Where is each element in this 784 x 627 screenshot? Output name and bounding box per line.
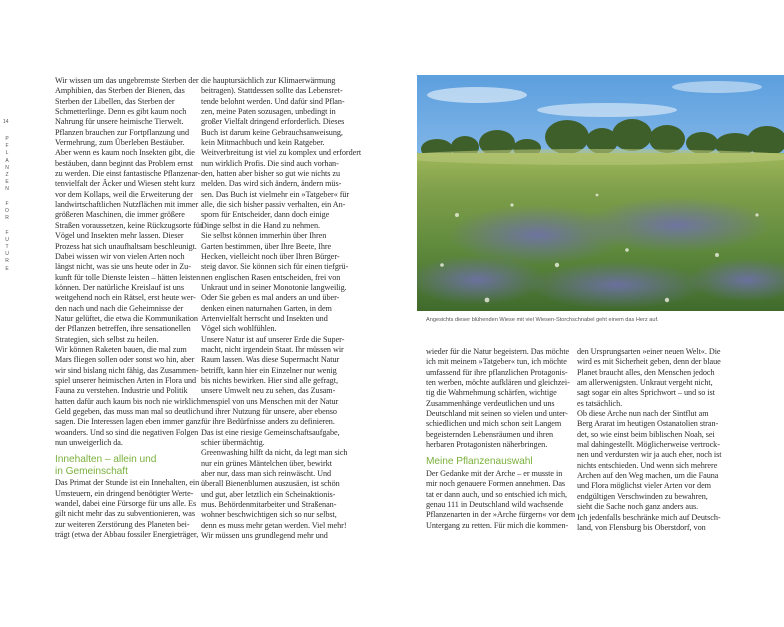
text-line: wird es mit Sicherheit geben, denn der blaue (577, 357, 721, 367)
text-line: kunft für tolle Dienste leisten – hätten leisten (55, 272, 201, 282)
text-line: Ob diese Arche nun nach der Sintflut am (577, 409, 709, 419)
text-line: Oder Sie geben es mal anders an und über- (201, 293, 340, 303)
text-line: Geld gegeben, das muss man mal so deutlich (55, 407, 201, 416)
text-line: umfassend für ihre pflanzlichen Protagonis- (426, 367, 568, 377)
text-line: Planet braucht alles, den Menschen jedoch (577, 367, 715, 377)
text-line: alle, die sich bisher passiv verhalten, ein An- (201, 200, 346, 210)
text-line: Wir wissen um das ungebremste Sterben der (55, 76, 199, 85)
running-title-letter: R (5, 258, 9, 265)
text-line: tende belohnt werden. Und dafür sind Pflan- (201, 96, 345, 106)
text-line: den Ursprungsarten »einer neuen Welt«. Die (577, 347, 721, 356)
text-line: Pflanzen brauchen zur Fortpflanzung und (55, 127, 190, 137)
text-line: Hecken, vielleicht noch über Ihren Bürger- (201, 251, 340, 261)
text-line: Das Primat der Stunde ist ein Innehalten, ein (55, 478, 200, 488)
section-heading-line: Meine Pflanzenauswahl (426, 456, 533, 468)
text-line: für ihre Bedürfnisse anders zu definieren. (201, 417, 335, 427)
text-column-2 (201, 76, 362, 541)
text-line: Vögel sich wohlfühlen. (201, 324, 277, 334)
running-title-letter: F (5, 200, 9, 207)
text-line: großer Vielfalt dringend erforderlich. Dieses (201, 117, 345, 127)
running-title-letter: A (5, 157, 9, 164)
text-line: Artenvielfalt herrscht und Insekten und (201, 313, 328, 323)
text-line: denken einen naturnahen Garten, in dem (201, 303, 332, 313)
running-title-letter: E (5, 179, 9, 186)
running-title-letter (4, 222, 10, 229)
running-title-letter: E (5, 265, 9, 272)
text-line: Straßen voraussetzen, keine Rückzugsorte für (55, 220, 203, 230)
text-line: Sie selbst können immerhin über Ihren (201, 231, 327, 241)
text-line: unsere Umwelt neu zu sehen, das Zusam- (201, 386, 336, 396)
text-line: Vermehrung, zum Überleben Bestäuber. (55, 138, 185, 148)
section-heading (426, 456, 564, 468)
text-line: Berg Ararat im heutigen Ostanatolien stran- (577, 419, 719, 429)
text-line: Pflanzenarten in der »Arche fürgern« vor dem (426, 510, 576, 520)
text-line: macht, nicht irgendein Staat. Ihr müssen wir (201, 344, 344, 354)
text-line: Deutschland mit seinen so vielen und unter- (426, 409, 568, 419)
text-line: Ich jedenfalls beschränke mich auf Deutsch- (577, 512, 721, 522)
text-line: kein Mitmachbuch und kein Ratgeber. (201, 138, 325, 148)
text-line: und Flora möglichst vieler Arten vor dem (577, 481, 711, 491)
text-line: vor dem Kollaps, weil die Erweiterung der (55, 189, 193, 199)
running-title-letter: N (5, 186, 9, 193)
text-line: sen. Das Buch ist vielmehr ein »Tatgeber« für (201, 189, 350, 199)
text-line: und gut, aber letztlich ein Scheinaktionis- (201, 489, 336, 499)
page-number: 14 (3, 119, 9, 125)
text-line: überall Bienenblumen auszusäen, ist schön (201, 479, 340, 489)
text-line: Amphibien, das Sterben der Bienen, das (55, 86, 185, 96)
text-line: sagt sogar ein altes Sprichwort – und so ist (577, 388, 715, 398)
text-line: spiel unserer heimischen Arten in Flora und (55, 375, 197, 385)
text-line: Mars fliegen sollen oder sonst wo hin, aber (55, 355, 195, 365)
running-title-vertical (4, 136, 10, 273)
text-line: den, hatten aber bisher so gut wie nichts zu (201, 169, 340, 179)
text-line: zur weiteren Zerstörung des Planeten bei- (55, 519, 190, 529)
text-line: Buch ist darum keine Gebrauchsanweisung, (201, 127, 343, 137)
text-line: Garten bestimmen, über Ihre Beete, Ihre (201, 241, 332, 251)
text-line: längst nicht, was sie uns heute oder in Zu- (55, 262, 191, 272)
text-line: woanders. Und so sind die negativen Folgen (55, 427, 199, 437)
text-line: aber nur, dass man sich reinwäscht. Und (201, 469, 332, 479)
text-line: zu werden. Die einst fantastische Pflanzenar- (55, 169, 201, 179)
running-title-letter: F (5, 229, 9, 236)
text-line: mus. Behördenmitarbeiter und Straßenan- (201, 500, 337, 510)
text-line: und ihrer Nutzung für unsere, aber ebenso (201, 407, 337, 416)
text-line: Weitverbreitung ist viel zu komplex und erfordert (201, 148, 362, 158)
text-line: Zusammenhänge verdeutlichen und uns (426, 398, 555, 408)
text-line: tat er dann auch, und so entschied ich mich, (426, 489, 568, 499)
text-column-4 (577, 347, 722, 533)
text-line: schiedlichen und mich schon seit Langem (426, 419, 562, 429)
text-line: wieder für die Natur begeistern. Das möchte (426, 347, 570, 356)
running-title-letter: U (5, 236, 9, 243)
text-line: begeisternden Lebensräumen und ihren (426, 429, 554, 439)
text-line: am allerwenigsten. Unkraut vergeht nicht, (577, 378, 713, 388)
text-line: Das ist eine riesige Gemeinschaftsaufgabe, (201, 427, 340, 437)
text-line: es tatsächlich. (577, 398, 623, 408)
text-line: bestäuben, dann beginnt das Problem ernst (55, 158, 194, 168)
running-title-letter: O (5, 208, 9, 215)
text-line: genau 111 in Deutschland wild wachsende (426, 499, 564, 509)
text-line: den nach und nach die Geheimnisse der (55, 303, 184, 313)
running-title-letter: U (5, 251, 9, 258)
text-line: Nahrung für unsere heimische Tierwelt. (55, 117, 184, 127)
text-line: Aber wenn es kaum noch Insekten gibt, die (55, 148, 195, 158)
text-line: sporn für Entscheider, dann doch einige (201, 210, 330, 220)
text-line: betrifft, kann hier ein Einzelner nur wenig (201, 365, 337, 375)
text-line: steig davor. Sie können sich für einen tiefgrü- (201, 262, 349, 272)
text-line: hatten dafür auch kaum bis noch nie wirklich (55, 396, 201, 406)
text-line: land, von Flensburg bis Oberstdorf, von (577, 522, 706, 532)
text-line: Prozess hat sich unaufhaltsam beschleunigt. (55, 241, 197, 251)
text-line: trägt (etwa der Abbau fossiler Energieträger, (55, 530, 199, 540)
text-line: bis nichts bewirken. Hier sind alle gefragt, (201, 375, 338, 385)
running-title-letter: Z (5, 172, 9, 179)
text-line: ich mit meinem »Tatgeber« tun, ich möchte (426, 357, 567, 367)
photo-caption: Angesichts dieser blühenden Wiese mit viel Wiesen-Storchschnabel geht einem das Herz auf. (426, 317, 659, 323)
text-line: Unkraut und in seiner Monotonie langweilig. (201, 282, 347, 292)
text-line: Umsteuern, ein dringend benötigter Werte- (55, 488, 194, 498)
running-title-letter: L (5, 150, 9, 157)
text-line: endgültigen Verschwinden zu bewahren, (577, 491, 708, 501)
running-title-letter: F (5, 143, 9, 150)
running-title-letter (4, 194, 10, 201)
text-line: Schmetterlinge. Denn es gibt kaum noch (55, 107, 187, 117)
running-title-letter: N (5, 164, 9, 171)
text-line: Dabei wissen wir von vielen Arten noch (55, 251, 185, 261)
text-line: tig die Wahrnehmung schärfen, wichtige (426, 388, 557, 398)
text-line: mir noch genauere Formen annehmen. Das (426, 479, 566, 489)
text-line: zen, meine Paten sozusagen, unbedingt in (201, 107, 336, 117)
text-line: Fauna zu verstehen. Industrie und Politik (55, 386, 188, 396)
text-line: Archen auf den Weg machen, um die Fauna (577, 471, 719, 481)
text-line: sagen. Die Interessen lagen eben immer ganz (55, 417, 201, 427)
text-line: Untergang zu retten. Für mich die kommen- (426, 520, 569, 530)
text-line: Dinge selbst in die Hand zu nehmen. (201, 220, 320, 230)
text-line: Vögel und Insekten mehr lassen. Dieser (55, 231, 184, 241)
running-title-letter: P (5, 136, 9, 142)
text-line: nen englischen Rasen entscheiden, frei von (201, 272, 341, 282)
text-line: gilt nicht mehr das zu subventionieren, was (55, 509, 195, 519)
text-line: schier übermächtig. (201, 438, 265, 448)
text-line: Natur gelüftet, die etwa die Kommunikation (55, 313, 198, 323)
text-line: wohner beschwichtigen sich so nur selbst, (201, 510, 337, 520)
text-line: herbaren Protagonisten näherbringen. (426, 440, 548, 450)
text-line: nen und verdursten wir ja auch eher, noch ist (577, 450, 722, 460)
section-heading-line: Innehalten – allein und (55, 454, 157, 466)
text-line: Wir können Raketen bauen, die mal zum (55, 344, 187, 354)
text-line: nun unweigerlich da. (55, 438, 123, 448)
text-line: wir sind bislang nicht fähig, das Zusammen- (55, 365, 199, 375)
running-title-letter: R (5, 215, 9, 222)
text-line: der Pflanzen betreffen, ihre sensationellen (55, 324, 191, 334)
text-line: mal dahingestellt. Möglicherweise vertrock- (577, 440, 720, 450)
section-heading (55, 454, 193, 477)
text-line: ten werben, möchte aufklären und gleichzei- (426, 378, 570, 388)
text-line: die hauptursächlich zur Klimaerwärmung (201, 76, 336, 85)
text-line: menspiel von uns Menschen mit der Natur (201, 396, 339, 406)
text-line: sieht die Sache noch ganz anders aus. (577, 502, 699, 512)
text-line: können. Der natürliche Kreislauf ist uns (55, 282, 184, 292)
text-line: nichts entschieden. Und wenn sich mehrere (577, 460, 718, 470)
text-line: weitgehend noch ein Rätsel, erst heute wer- (55, 293, 196, 303)
section-heading-line: in Gemeinschaft (55, 465, 128, 477)
text-line: landwirtschaftlichen Nutzflächen mit immer (55, 200, 199, 210)
text-line: det, so wie einst beim biblischen Noah, sei (577, 429, 715, 439)
text-line: denn es muss mehr getan werden. Viel mehr! (201, 520, 347, 530)
text-line: Wir müssen uns grundlegend mehr und (201, 531, 328, 541)
text-line: größeren Maschinen, die immer größere (55, 210, 185, 220)
text-line: Der Gedanke mit der Arche – er musste in (426, 468, 563, 478)
text-line: Raum lassen. Was diese Supermacht Natur (201, 355, 340, 365)
text-line: beitragen). Stattdessen sollte das Lebensret- (201, 86, 343, 96)
text-column-1 (55, 76, 203, 540)
text-line: tenvielfalt der Äcker und Wiesen steht kurz (55, 179, 196, 189)
text-line: nur ein grünes Mäntelchen über, bewirkt (201, 458, 332, 468)
text-line: melden. Das wird sich ändern, ändern müs- (201, 179, 342, 189)
text-line: Greenwashing hilft da nicht, da legt man sich (201, 448, 348, 458)
text-line: Strategien, sich selbst zu heilen. (55, 334, 159, 344)
text-column-3 (426, 347, 576, 531)
meadow-photo (417, 75, 784, 311)
text-line: wandel, dabei eine Fürsorge für uns alle. Es (55, 499, 197, 509)
text-line: Unsere Natur ist auf unserer Erde die Super- (201, 334, 345, 344)
running-title-letter: T (5, 244, 9, 251)
text-line: Sterben der Libellen, das Sterben der (55, 96, 175, 106)
text-line: nun wirklich Profis. Die sind auch vorhan- (201, 158, 339, 168)
